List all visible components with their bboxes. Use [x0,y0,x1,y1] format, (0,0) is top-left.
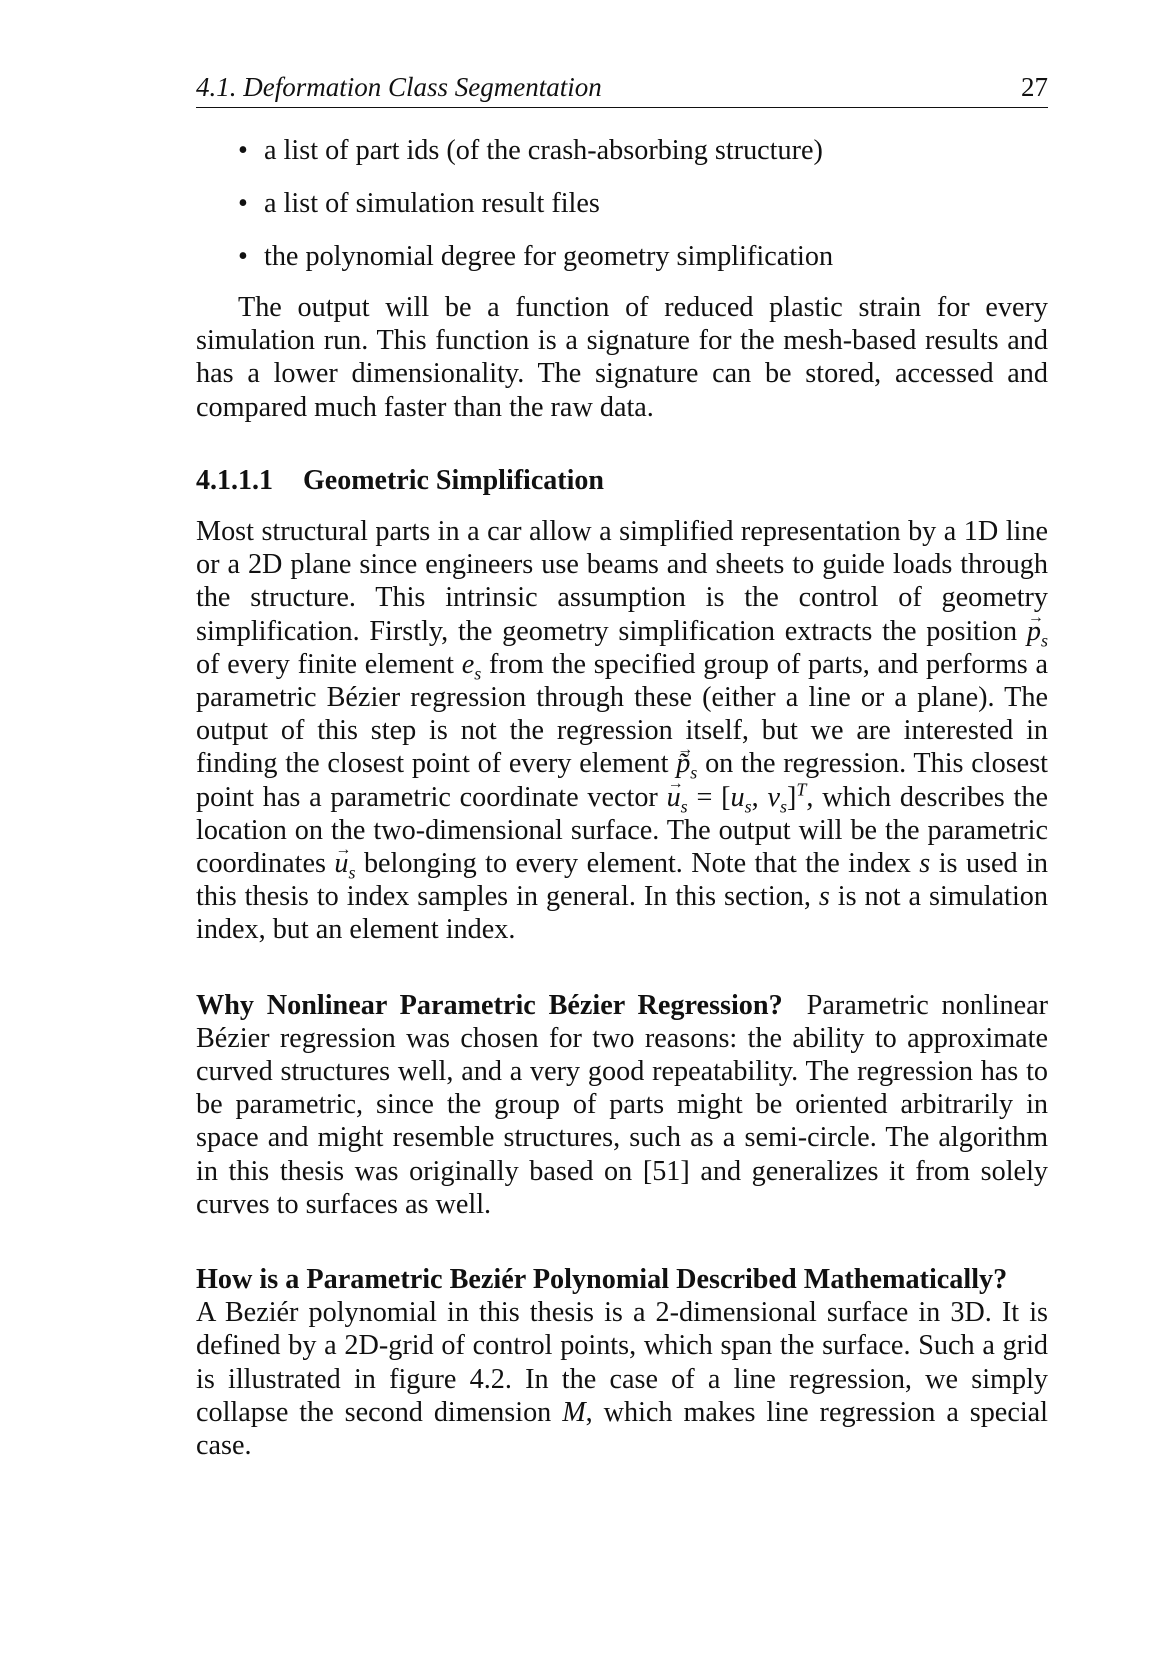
header-section-title: 4.1. Deformation Class Segmentation [196,72,602,102]
subsection-number: 4.1.1.1 [196,464,273,496]
subsection-title: Geometric Simplification [303,464,604,496]
output-paragraph: The output will be a function of reduced plastic strain for every simulation run. This function is a signature for the mesh-based results and has a lower dimensionality. The signature can be stored, accessed and compared much faster than the raw data. [196,292,1048,423]
bullet-icon: • [238,241,248,272]
symbol-M: M [562,1396,586,1428]
subsection-heading [196,464,1048,497]
vector-u-s: → $u_s$ [667,781,688,814]
document-page [196,72,1048,1462]
inputs-list [196,134,1048,273]
body-text [196,134,1048,1462]
list-item: • a list of simulation result files [238,188,600,219]
symbol-e-s: $e_s$ [461,648,482,684]
why-bezier-paragraph: Why Nonlinear Parametric Bézier Regression? Parametric nonlinear Bézier regression was chosen for two reasons: the ability to approximate curved structures well, and a very good repeatability. The regression has to be parametric, since the group of parts might be oriented arbitrarily in space and might resemble structures, such as a semi-circle. The algorithm in this thesis was originally based on [51] and generalizes it from solely curves to surfaces as well. [196,989,1049,1220]
vector-u-s: → $u_s$ [334,847,355,880]
page-number: 27 [1021,72,1048,102]
list-item: • a list of part ids (of the crash-absorbing structure) [238,135,823,166]
running-header [196,72,1048,108]
how-bezier-heading: How is a Parametric Beziér Polynomial Described Mathematically? [196,1264,1008,1296]
list-item: • the polynomial degree for geometry simplification [238,241,834,272]
vector-p-s: → $p_s$ [1027,615,1048,648]
vector-p-tilde-s: → $p̃_s$ [676,747,697,780]
bullet-icon: • [238,135,248,166]
geometric-simplification-paragraph: Most structural parts in a car allow a simplified representation by a 1D line or a 2D plane since engineers use beams and sheets to guide loads through the structure. This intrinsic assumption is the control of geometry simplification. Firstly, the geometry simplification extracts the position → $p_s$ of every finite element $e_s$ from the specified group of parts, and performs a parametric Bézier regression through these (either a line or a plane). The output of this step is not the regression itself, but we are interested in finding the closest point of every element → $p̃_s$ on the regression. This closest point has a parametric coordinate vector → $u_s = [u_s$, $v_s]^T$, which describes the location on the two-dimensional surface. The output will be the parametric coordinates → $u_s$ belonging to every element. Note that the index s is used in this thesis to index samples in general. In this section, s is not a simulation index, but an element index. [196,515,1048,947]
how-bezier-paragraph: How is a Parametric Beziér Polynomial Described Mathematically? A Beziér polynomial in this thesis is a 2-dimensional surface in 3D. It is defined by a 2D-grid of control points, which span the surface. Such a grid is illustrated in figure 4.2. In the case of a line regression, we simply collapse the second dimension M, which makes line regression a special case. [196,1264,1049,1462]
bullet-icon: • [238,188,248,219]
why-bezier-heading: Why Nonlinear Parametric Bézier Regression? [196,989,783,1021]
